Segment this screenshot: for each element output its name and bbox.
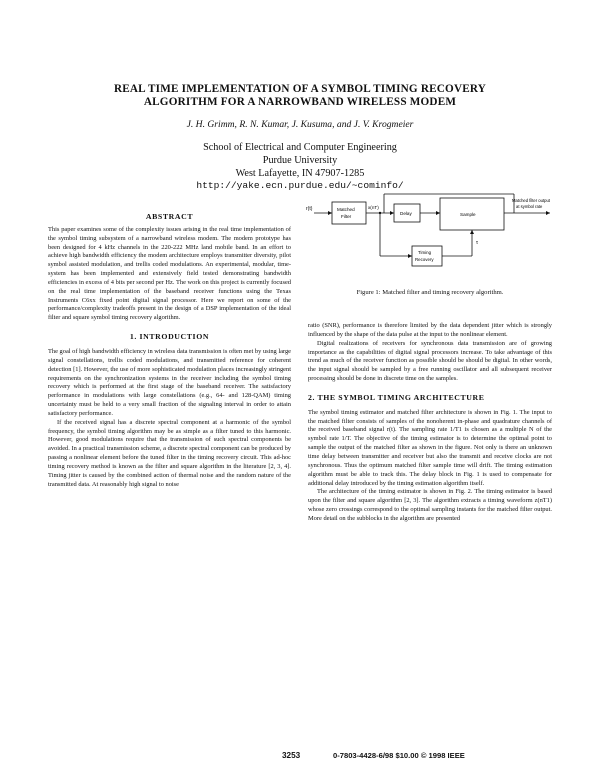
abstract-text: This paper examines some of the complexity issues arising in the real time implementation of the symbol timing subsystem of a narrowband wireless modem. The modem prototype has been designed for 4 kHz channels in the 220-222 MHz land mobile band. In an effort to achieve high bandwidth efficiency the modem architecture employs transmitter diversity, pilot symbol assisted modulation, and trellis coded modulations. An experimental, modular, time-system has been implemented and extensively field tested demonstrating bandwidth efficiencies in excess of 4 bits per second per Hz. The work on this project is currently focused on the real time implementation of the baseband receiver functions using the Texas Instruments C6xx fixed point digital signal processor. Here we report on some of the performance/complexity tradeoffs present in the design of a DSP implementation of the ideal filter and square symbol timing recovery algorithm.	[48, 225, 291, 322]
figure-block-diagram	[304, 190, 560, 282]
intro-paragraph-1: The goal of high bandwidth efficiency in wireless data transmission is often met by using large signal constellations, trellis coded modulations, and transmitted reference for coherent detection [1]. However, the use of more sophisticated modulation places increasingly stringent requirements on the synchronization systems in the receiver including the symbol timing recovery which is performed at the first stage of the baseband receiver. The satisfactory performance in modulations with large constellations (e.g., 64- and 128-QAM) timing uncertainty must be held to a very small fraction of the signaling interval in order to attain satisfactory performance.	[48, 347, 291, 417]
matched-filter-label-1: Matched	[337, 207, 355, 212]
page-number: 3253	[282, 751, 301, 760]
title-line-1: REAL TIME IMPLEMENTATION OF A SYMBOL TIMING RECOVERY	[113, 83, 487, 95]
signal-label: x(nT)	[368, 205, 379, 210]
matched-filter-block	[332, 202, 366, 224]
affiliation-address: West Lafayette, IN 47907-1285	[235, 167, 365, 179]
section2-paragraph-2: The architecture of the timing estimator is shown in Fig. 2. The timing estimator is based upon the filter and square algorithm [2, 3]. The algorithm extracts a timing waveform z(nT1) whose zero crossings correspond to the optimal sampling instants for the matched filter output. More detail on the subblocks in the algorithm are presented	[308, 488, 552, 522]
affiliation-school: School of Electrical and Computer Engineering	[203, 142, 397, 153]
abstract-heading: ABSTRACT	[145, 212, 194, 221]
affiliation	[40, 142, 560, 193]
left-column	[48, 213, 291, 489]
paper-title	[40, 83, 560, 109]
tau-label: τ	[476, 240, 478, 246]
affiliation-url[interactable]: http://yake.ecn.purdue.edu/~cominfo/	[196, 180, 404, 192]
timing-recovery-block	[412, 246, 442, 266]
right-paragraph-2: Digital realizations of receivers for synchronous data transmission are of growing importance as the capabilities of digital signal processors increase. To take advantage of this trend as much of the receiver function as possible should be should be digital. In other words, the input signal should be sampled by a free running oscillator and all subsequent receiver processing should be done in discrete time on the samples.	[308, 339, 552, 383]
copyright-line: 0-7803-4428-6/98 $10.00 © 1998 IEEE	[333, 751, 465, 760]
affiliation-university: Purdue University	[262, 154, 338, 166]
output-label-1: Matched filter output	[512, 198, 550, 203]
timing-recovery-label-1: Timing	[418, 250, 432, 255]
intro-paragraph-2: If the received signal has a discrete spectral component at a harmonic of the symbol frequency, the symbol timing algorithm may be as simple as a filter tuned to this harmonic. However, good modulations require that the transmission of such spectral components be avoided. In a practical transmission scheme, a discrete spectral component can be produced by passing a nonlinear element before the tuned filter in the timing recovery circuit. This ad-hoc timing recovery method is known as the filter and square algorithm in the literature [2, 3, 4]. Timing jitter is caused by the combined action of thermal noise and the random nature of the transmitted data. At reasonably high signal to noise	[48, 418, 291, 488]
delay-label: Delay	[400, 211, 412, 216]
right-paragraph-1: ratio (SNR), performance is therefore limited by the data dependent jitter which is strongly influenced by the shape of the data pulse at the input to the nonlinear element.	[308, 322, 552, 338]
figure-caption: Figure 1: Matched filter and timing recovery algorithm.	[356, 289, 504, 296]
input-label: r(t)	[306, 206, 313, 212]
output-label-2: at symbol rate	[516, 204, 543, 209]
section2-heading: 2. THE SYMBOL TIMING ARCHITECTURE	[308, 392, 485, 402]
sample-label: Sample	[460, 212, 476, 217]
matched-filter-label-2: Filter	[341, 214, 352, 219]
timing-recovery-label-2: Recovery	[415, 257, 434, 262]
intro-heading: 1. INTRODUCTION	[129, 332, 210, 342]
section2-paragraph-1: The symbol timing estimator and matched filter architecture is shown in Fig. 1. The input to the matched filter consists of samples of the nonoherent in-phase and quadrature channels of the received baseband signal r(t). The sampling rate 1/T1 is chosen as a multiple N of the symbol rate 1/T. The objective of the timing estimator is to determine the optimal point to sample the output of the matched filter as shown in the figure. Not only is there an unknown time delay between transmitter and receiver but also the transmit and receive clocks are not synchronous. Thus the optimum matched filter sample time will drift. The timing estimation algorithm must be able to track this. The delay block in Fig. 1 is used to compensate for additional delay introduced by the timing estimation algorithm itself.	[308, 408, 552, 487]
authors: J. H. Grimm, R. N. Kumar, J. Kusuma, and J. V. Krogmeier	[186, 119, 414, 130]
right-column	[308, 322, 552, 524]
title-line-2: ALGORITHM FOR A NARROWBAND WIRELESS MODEM	[143, 96, 457, 108]
